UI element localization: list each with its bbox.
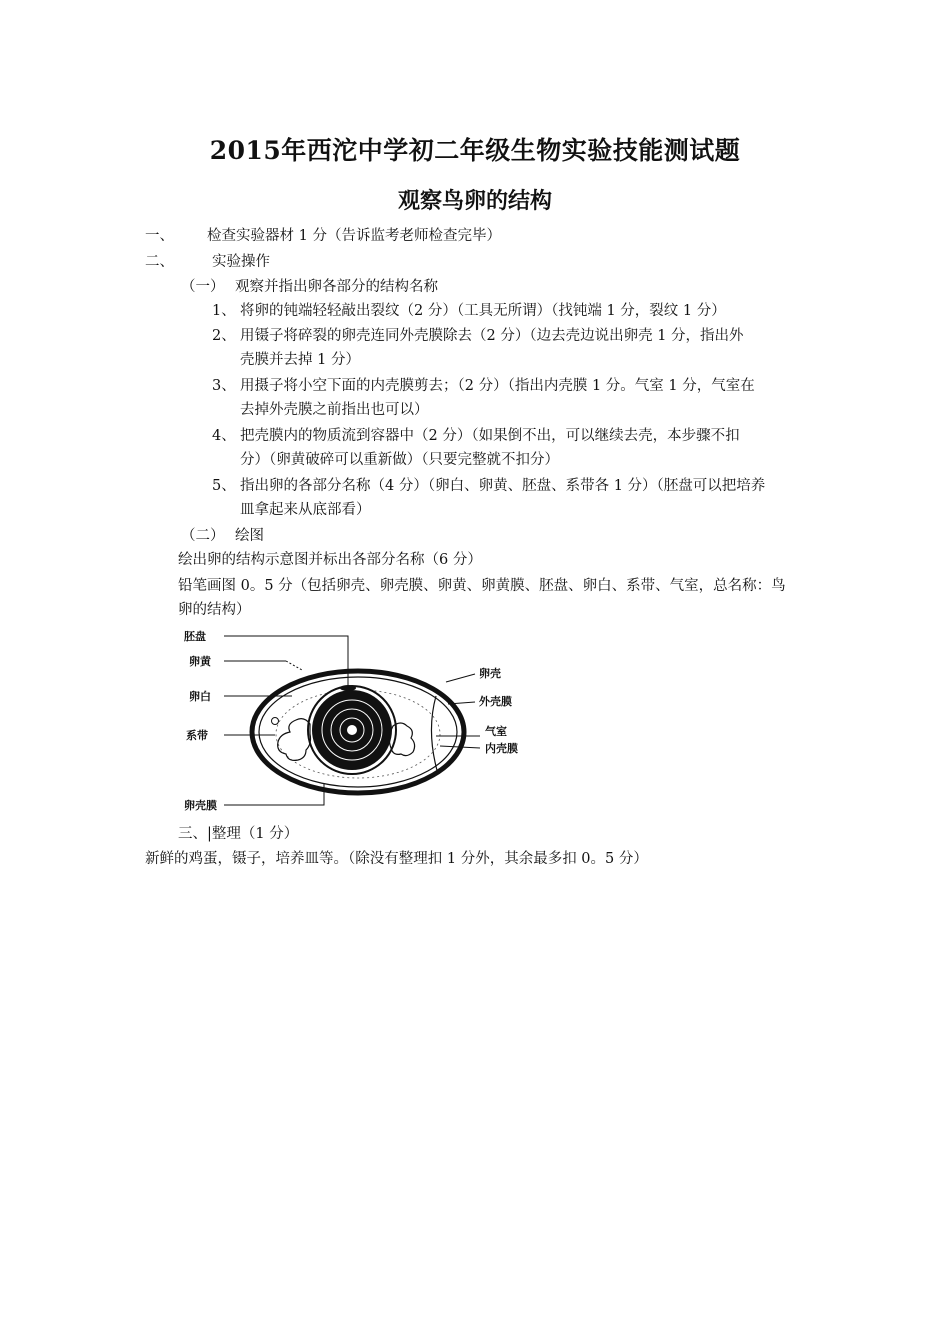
chalaza-left [278,719,311,761]
step-line: 用摄子将小空下面的内壳膜剪去；（2 分）（指出内壳膜 1 分。气室 1 分，气室在 [240,378,755,394]
part2-number: （二） [181,528,225,544]
leader-line-yolk [286,661,302,670]
step-number: 5、 [212,478,236,494]
chalaza-left-knot [272,718,279,725]
page-subtitle: 观察鸟卵的结构 [397,188,552,214]
step-number: 2、 [212,328,236,344]
page-title: 2015年西沱中学初二年级生物实验技能测试题 [209,136,741,165]
label-outer-membrane: 外壳膜 [479,695,512,708]
section2-text: 实验操作 [212,254,270,270]
label-chalaza: 系带 [186,729,208,742]
step-line: 将卵的钝端轻轻敲出裂纹（2 分）（工具无所谓）（找钝端 1 分，裂纹 1 分） [240,303,726,319]
drawing-instruction: 绘出卵的结构示意图并标出各部分名称（6 分） [178,552,482,568]
section3-heading: 三、|整理（1 分） [178,826,299,842]
step-line: 把壳膜内的物质流到容器中（2 分）（如果倒不出，可以继续去壳，本步骤不扣 [240,428,740,444]
step-number: 4、 [212,428,236,444]
step-number: 1、 [212,303,236,319]
step-line: 指出卵的各部分名称（4 分）（卵白、卵黄、胚盘、系带各 1 分）（胚盘可以把培养 [240,478,766,494]
step-line-continued: 壳膜并去掉 1 分） [240,352,360,368]
yolk-center [347,725,357,735]
label-shell: 卵壳 [479,667,501,680]
section2-number: 二、 [145,254,174,270]
part1-text: 观察并指出卵各部分的结构名称 [235,279,438,295]
label-air-cell: 气室 [485,725,507,738]
step-line-continued: 皿拿起来从底部看） [240,502,371,518]
label-embryo-disc: 胚盘 [184,630,206,643]
step-line-continued: 分）（卵黄破碎可以重新做）（只要完整就不扣分） [240,452,559,468]
air-cell-boundary [431,696,438,774]
label-inner-membrane: 内壳膜 [485,742,518,755]
cleanup-note: 新鲜的鸡蛋，镊子，培养皿等。（除没有整理扣 1 分外，其余最多扣 0。5 分） [145,851,648,867]
drawing-criteria: 铅笔画图 0。5 分（包括卵壳、卵壳膜、卵黄、卵黄膜、胚盘、卵白、系带、气室，总名称：鸟 [178,578,786,594]
step-number: 3、 [212,378,236,394]
step-line: 用镊子将碎裂的卵壳连同外壳膜除去（2 分）（边去壳边说出卵壳 1 分，指出外 [240,328,744,344]
section1-text: 检查实验器材 1 分（告诉监考老师检查完毕） [207,228,501,244]
section1-number: 一、 [145,228,174,244]
label-yolk: 卵黄 [189,655,211,668]
step-line-continued: 去掉外壳膜之前指出也可以） [240,402,429,418]
label-shell-membrane: 卵壳膜 [184,799,217,812]
leader-line-shell [446,674,475,682]
part2-text: 绘图 [235,528,264,544]
label-albumen: 卵白 [189,690,211,703]
part1-number: （一） [181,279,225,295]
drawing-criteria-continued: 卵的结构） [178,602,251,618]
egg-structure-diagram [180,624,540,820]
